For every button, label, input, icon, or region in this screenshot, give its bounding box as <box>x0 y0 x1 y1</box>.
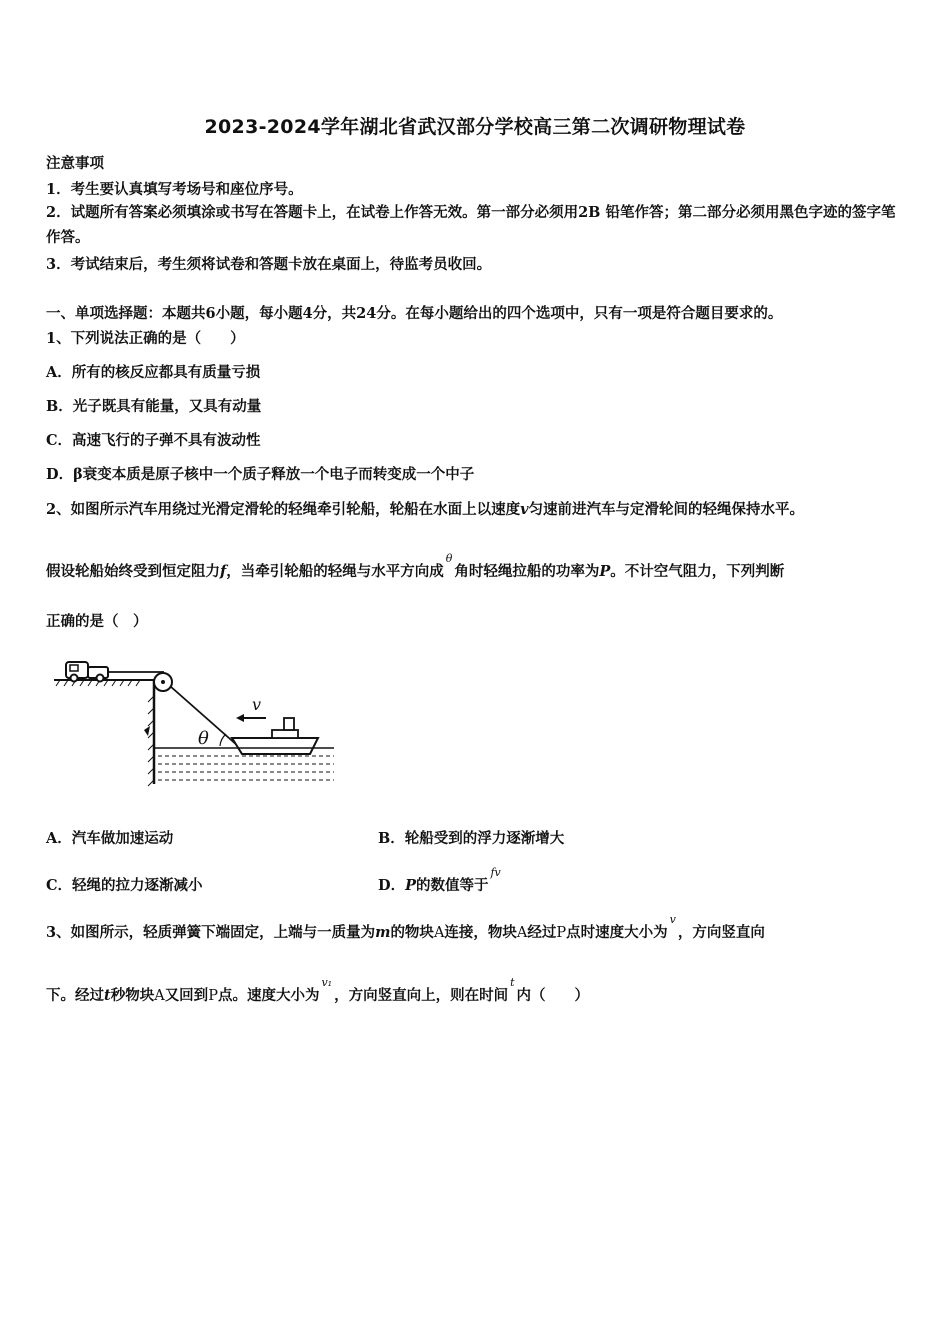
symbol-a: A <box>433 925 445 941</box>
wall-marker <box>144 726 150 736</box>
notice-item: 3．考试结束后，考生须将试卷和答题卡放在桌面上，待监考员收回。 <box>46 256 492 273</box>
pulley-axle <box>161 680 165 684</box>
symbol-v1: v₁ <box>321 976 333 989</box>
option-a: A．所有的核反应都具有质量亏损 <box>46 364 261 381</box>
symbol-t: t <box>510 976 515 989</box>
option-d <box>378 866 503 895</box>
question-stem <box>46 498 804 519</box>
option-c: C．轻绳的拉力逐渐减小 <box>46 877 203 894</box>
water-lines <box>158 756 334 780</box>
question-stem: 正确的是（ ） <box>46 613 148 630</box>
text-run: 点。速度大小为 <box>217 987 320 1004</box>
symbol-p: P <box>208 988 218 1004</box>
text-run: 连接，物块 <box>444 924 517 941</box>
text-run: 内（ ） <box>516 987 589 1004</box>
velocity-arrowhead <box>236 714 244 722</box>
truck-pulley-boat-figure <box>52 656 337 788</box>
section-heading: 一、单项选择题：本题共6小题，每小题4分，共24分。在每小题给出的四个选项中，只有一项是符合题目要求的。 <box>46 305 783 322</box>
text-run: ，方向竖直向 <box>677 924 765 941</box>
text-run: ，当牵引轮船的轻绳与水平方向成 <box>226 563 444 580</box>
symbol-p: P <box>556 925 567 941</box>
text-run: 2、如图所示汽车用绕过光滑定滑轮的轻绳牵引轮船，轮船在水面上以速度 <box>46 501 521 518</box>
text-run: 匀速前进汽车与定滑轮间的轻绳保持水平。 <box>528 501 805 518</box>
text-run: 经过 <box>527 924 557 941</box>
question-stem <box>46 552 785 581</box>
symbol-f: f <box>220 563 227 580</box>
option-d: D．β衰变本质是原子核中一个质子释放一个电子而转变成一个中子 <box>46 466 475 483</box>
velocity-label: v <box>252 695 262 714</box>
question-stem <box>46 976 589 1005</box>
option-c: C．高速飞行的子弹不具有波动性 <box>46 432 261 449</box>
symbol-p: P <box>405 877 416 894</box>
text-run: 秒物块 <box>110 987 155 1004</box>
text-run: 点时速度大小为 <box>566 924 668 941</box>
notice-item: 2．试题所有答案必须填涂或书写在答题卡上，在试卷上作答无效。第一部分必须用2B 铅笔作答；第二部分必须用黑色字迹的签字笔作答。 <box>46 204 896 246</box>
question-stem <box>46 913 765 942</box>
text-run: 又回到 <box>164 987 209 1004</box>
text-run: 的数值等于 <box>415 877 489 894</box>
text-run: 下。经过 <box>46 987 104 1004</box>
text-run: D． <box>378 877 406 894</box>
notice-item: 1．考生要认真填写考场号和座位序号。 <box>46 181 303 198</box>
option-a: A．汽车做加速运动 <box>46 830 174 847</box>
symbol-m: m <box>375 924 391 941</box>
symbol-v: v <box>669 913 676 926</box>
text-run: 。不计空气阻力，下列判断 <box>610 563 785 580</box>
option-b: B．光子既具有能量，又具有动量 <box>46 398 262 415</box>
theta-label: θ <box>198 728 209 749</box>
text-run: 角时轻绳拉船的功率为 <box>454 563 600 580</box>
text-run: 3、如图所示，轻质弹簧下端固定，上端与一质量为 <box>46 924 376 941</box>
symbol-v: v <box>520 501 529 518</box>
symbol-a: A <box>516 925 528 941</box>
text-run: ，方向竖直向上，则在时间 <box>334 987 509 1004</box>
text-run: 的物块 <box>390 924 434 941</box>
truck-icon <box>66 662 108 682</box>
question-stem: 1、下列说法正确的是（ ） <box>46 330 245 347</box>
symbol-theta: θ <box>445 552 453 565</box>
symbol-fv: fv <box>490 866 501 879</box>
page-title: 2023-2024学年湖北省武汉部分学校高三第二次调研物理试卷 <box>204 116 746 138</box>
notice-heading: 注意事项 <box>46 155 104 172</box>
text-run: 假设轮船始终受到恒定阻力 <box>46 563 220 580</box>
symbol-a: A <box>154 988 165 1004</box>
symbol-p: P <box>599 563 611 580</box>
option-b: B．轮船受到的浮力逐渐增大 <box>378 830 565 847</box>
symbol-t: t <box>104 987 111 1004</box>
